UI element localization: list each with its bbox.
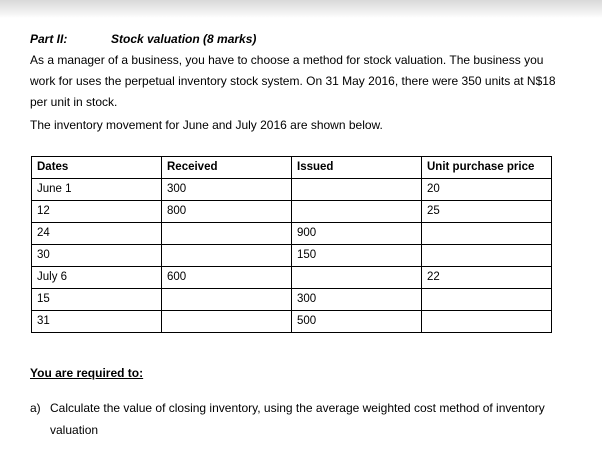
section-title: Stock valuation (8 marks) bbox=[111, 32, 257, 46]
cell-unit-price bbox=[422, 289, 552, 311]
section-heading bbox=[30, 32, 257, 46]
cell-unit-price bbox=[422, 245, 552, 267]
inventory-movement-table bbox=[31, 156, 552, 333]
top-border-shadow bbox=[0, 0, 602, 18]
cell-received: 300 bbox=[162, 179, 292, 201]
cell-received bbox=[162, 223, 292, 245]
table-row bbox=[32, 289, 552, 311]
column-header-received: Received bbox=[162, 157, 292, 179]
cell-issued bbox=[292, 179, 422, 201]
part-label: Part II: bbox=[30, 32, 68, 46]
cell-date: July 6 bbox=[32, 267, 162, 289]
cell-date: 30 bbox=[32, 245, 162, 267]
cell-date: 15 bbox=[32, 289, 162, 311]
table-row bbox=[32, 267, 552, 289]
table-row bbox=[32, 201, 552, 223]
cell-unit-price: 22 bbox=[422, 267, 552, 289]
task-marker: a) bbox=[30, 401, 41, 415]
cell-issued: 500 bbox=[292, 311, 422, 333]
cell-issued bbox=[292, 201, 422, 223]
column-header-unit-price: Unit purchase price bbox=[422, 157, 552, 179]
task-text-line: Calculate the value of closing inventory, using the average weighted cost method of inventory bbox=[50, 401, 545, 415]
column-header-dates: Dates bbox=[32, 157, 162, 179]
cell-issued: 300 bbox=[292, 289, 422, 311]
cell-received bbox=[162, 245, 292, 267]
cell-date: June 1 bbox=[32, 179, 162, 201]
cell-received: 800 bbox=[162, 201, 292, 223]
required-heading: You are required to: bbox=[30, 366, 144, 380]
cell-issued bbox=[292, 267, 422, 289]
table-row bbox=[32, 179, 552, 201]
table-row bbox=[32, 223, 552, 245]
table-row bbox=[32, 245, 552, 267]
intro-line: per unit in stock. bbox=[30, 95, 118, 109]
table-intro-text: The inventory movement for June and July 2016 are shown below. bbox=[30, 118, 383, 132]
cell-date: 31 bbox=[32, 311, 162, 333]
cell-date: 12 bbox=[32, 201, 162, 223]
intro-line: work for uses the perpetual inventory stock system. On 31 May 2016, there were 350 units at N$18 bbox=[30, 74, 556, 88]
cell-issued: 900 bbox=[292, 223, 422, 245]
cell-received bbox=[162, 311, 292, 333]
cell-unit-price bbox=[422, 223, 552, 245]
task-text-line: valuation bbox=[50, 423, 99, 437]
cell-unit-price bbox=[422, 311, 552, 333]
cell-received: 600 bbox=[162, 267, 292, 289]
cell-unit-price: 25 bbox=[422, 201, 552, 223]
table-header-row bbox=[32, 157, 552, 179]
cell-date: 24 bbox=[32, 223, 162, 245]
intro-paragraph bbox=[30, 50, 556, 113]
table-row bbox=[32, 311, 552, 333]
cell-issued: 150 bbox=[292, 245, 422, 267]
intro-line: As a manager of a business, you have to choose a method for stock valuation. The business you bbox=[30, 53, 544, 67]
cell-unit-price: 20 bbox=[422, 179, 552, 201]
cell-received bbox=[162, 289, 292, 311]
column-header-issued: Issued bbox=[292, 157, 422, 179]
